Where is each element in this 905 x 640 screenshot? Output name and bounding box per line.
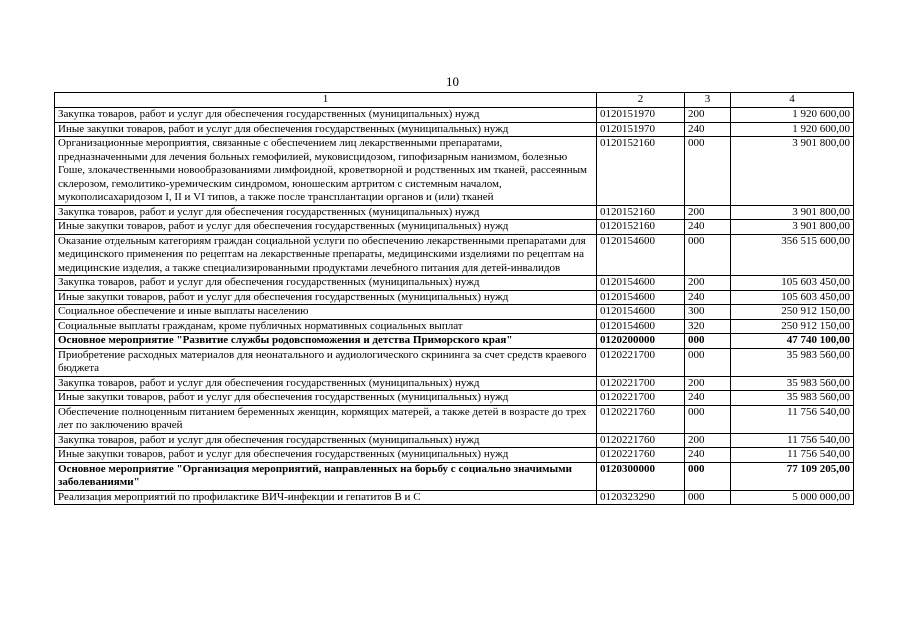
table-row	[55, 405, 854, 433]
row-type-cell: 320	[685, 319, 731, 334]
row-code-cell: 0120221760	[597, 448, 685, 463]
table-header-row	[55, 93, 854, 108]
row-code-cell: 0120221700	[597, 376, 685, 391]
row-sum-cell: 35 983 560,00	[731, 376, 854, 391]
row-type-cell: 000	[685, 405, 731, 433]
row-name-cell: Оказание отдельным категориям граждан социальной услуги по обеспечению лекарственными препаратами для медицинского применения по рецептам на лекарственные препараты, медицинскими изделиями по рецептам на медицинские изделия, а также специализированными продуктами лечебного питания для детей-инвалидов	[55, 234, 597, 276]
table-row	[55, 348, 854, 376]
row-name-cell: Иные закупки товаров, работ и услуг для обеспечения государственных (муниципальных) нужд	[55, 122, 597, 137]
table-row	[55, 319, 854, 334]
row-sum-cell: 35 983 560,00	[731, 391, 854, 406]
header-col-1: 1	[55, 93, 597, 108]
row-type-cell: 300	[685, 305, 731, 320]
table-row	[55, 234, 854, 276]
row-name-cell: Иные закупки товаров, работ и услуг для обеспечения государственных (муниципальных) нужд	[55, 220, 597, 235]
row-name-cell: Закупка товаров, работ и услуг для обеспечения государственных (муниципальных) нужд	[55, 205, 597, 220]
row-sum-cell: 11 756 540,00	[731, 433, 854, 448]
row-type-cell: 200	[685, 205, 731, 220]
row-name-cell: Приобретение расходных материалов для неонатального и аудиологического скрининга за счет средств краевого бюджета	[55, 348, 597, 376]
table-row	[55, 108, 854, 123]
row-type-cell: 000	[685, 462, 731, 490]
row-name-cell: Обеспечение полноценным питанием беременных женщин, кормящих матерей, а также детей в возрасте до трех лет по заключению врачей	[55, 405, 597, 433]
table-row	[55, 290, 854, 305]
row-sum-cell: 105 603 450,00	[731, 290, 854, 305]
row-code-cell: 0120154600	[597, 290, 685, 305]
row-sum-cell: 11 756 540,00	[731, 405, 854, 433]
table-row	[55, 220, 854, 235]
row-code-cell: 0120221700	[597, 391, 685, 406]
row-name-cell: Организационные мероприятия, связанные с обеспечением лиц лекарственными препаратами, предназначенными для лечения больных гемофилией, муковисцидозом, гипофизарным нанизмом, болезнью Гоше, злокачественными новообразованиями лимфоидной, кроветворной и родственных им тканей, рассеянным склерозом, гемолитико-уремическим синдромом, юношеским артритом с системным началом, мукополисахаридозом I, II и VI типов, а также после трансплантации органов и (или) тканей	[55, 137, 597, 206]
row-code-cell: 0120154600	[597, 319, 685, 334]
row-code-cell: 0120152160	[597, 205, 685, 220]
row-type-cell: 000	[685, 137, 731, 206]
table-row	[55, 462, 854, 490]
header-col-2: 2	[597, 93, 685, 108]
row-code-cell: 0120221700	[597, 348, 685, 376]
row-name-cell: Реализация мероприятий по профилактике ВИЧ-инфекции и гепатитов В и С	[55, 490, 597, 505]
row-type-cell: 240	[685, 448, 731, 463]
row-name-cell: Иные закупки товаров, работ и услуг для обеспечения государственных (муниципальных) нужд	[55, 290, 597, 305]
row-name-cell: Закупка товаров, работ и услуг для обеспечения государственных (муниципальных) нужд	[55, 376, 597, 391]
row-sum-cell: 250 912 150,00	[731, 319, 854, 334]
row-type-cell: 200	[685, 376, 731, 391]
row-sum-cell: 47 740 100,00	[731, 334, 854, 349]
row-code-cell: 0120221760	[597, 405, 685, 433]
row-code-cell: 0120154600	[597, 234, 685, 276]
row-name-cell: Закупка товаров, работ и услуг для обеспечения государственных (муниципальных) нужд	[55, 433, 597, 448]
table-row	[55, 276, 854, 291]
table-row	[55, 334, 854, 349]
row-name-cell: Социальное обеспечение и иные выплаты населению	[55, 305, 597, 320]
row-type-cell: 000	[685, 348, 731, 376]
header-col-4: 4	[731, 93, 854, 108]
table-row	[55, 448, 854, 463]
row-code-cell: 0120200000	[597, 334, 685, 349]
row-type-cell: 200	[685, 276, 731, 291]
row-type-cell: 000	[685, 490, 731, 505]
table-body	[55, 108, 854, 505]
row-name-cell: Основное мероприятие "Развитие службы родовспоможения и детства Приморского края"	[55, 334, 597, 349]
row-code-cell: 0120154600	[597, 276, 685, 291]
row-code-cell: 0120323290	[597, 490, 685, 505]
table-row	[55, 137, 854, 206]
row-type-cell: 240	[685, 391, 731, 406]
row-name-cell: Основное мероприятие "Организация мероприятий, направленных на борьбу с социально значимыми заболеваниями"	[55, 462, 597, 490]
row-type-cell: 240	[685, 122, 731, 137]
row-sum-cell: 3 901 800,00	[731, 220, 854, 235]
row-sum-cell: 105 603 450,00	[731, 276, 854, 291]
header-col-3: 3	[685, 93, 731, 108]
row-type-cell: 240	[685, 290, 731, 305]
page-number: 10	[446, 74, 459, 89]
row-type-cell: 000	[685, 334, 731, 349]
row-code-cell: 0120300000	[597, 462, 685, 490]
row-type-cell: 240	[685, 220, 731, 235]
row-code-cell: 0120152160	[597, 137, 685, 206]
row-name-cell: Закупка товаров, работ и услуг для обеспечения государственных (муниципальных) нужд	[55, 276, 597, 291]
budget-table	[54, 92, 854, 505]
table-row	[55, 490, 854, 505]
row-sum-cell: 77 109 205,00	[731, 462, 854, 490]
row-sum-cell: 5 000 000,00	[731, 490, 854, 505]
table-row	[55, 433, 854, 448]
row-sum-cell: 11 756 540,00	[731, 448, 854, 463]
row-code-cell: 0120221760	[597, 433, 685, 448]
table-row	[55, 376, 854, 391]
row-sum-cell: 35 983 560,00	[731, 348, 854, 376]
row-code-cell: 0120152160	[597, 220, 685, 235]
row-sum-cell: 3 901 800,00	[731, 205, 854, 220]
row-sum-cell: 3 901 800,00	[731, 137, 854, 206]
row-sum-cell: 1 920 600,00	[731, 108, 854, 123]
row-code-cell: 0120151970	[597, 122, 685, 137]
row-sum-cell: 1 920 600,00	[731, 122, 854, 137]
row-name-cell: Иные закупки товаров, работ и услуг для обеспечения государственных (муниципальных) нужд	[55, 391, 597, 406]
table-row	[55, 305, 854, 320]
row-type-cell: 200	[685, 433, 731, 448]
row-name-cell: Социальные выплаты гражданам, кроме публичных нормативных социальных выплат	[55, 319, 597, 334]
table-row	[55, 205, 854, 220]
row-sum-cell: 356 515 600,00	[731, 234, 854, 276]
row-name-cell: Закупка товаров, работ и услуг для обеспечения государственных (муниципальных) нужд	[55, 108, 597, 123]
row-type-cell: 000	[685, 234, 731, 276]
row-code-cell: 0120154600	[597, 305, 685, 320]
row-code-cell: 0120151970	[597, 108, 685, 123]
row-type-cell: 200	[685, 108, 731, 123]
row-sum-cell: 250 912 150,00	[731, 305, 854, 320]
row-name-cell: Иные закупки товаров, работ и услуг для обеспечения государственных (муниципальных) нужд	[55, 448, 597, 463]
table-row	[55, 391, 854, 406]
table-row	[55, 122, 854, 137]
